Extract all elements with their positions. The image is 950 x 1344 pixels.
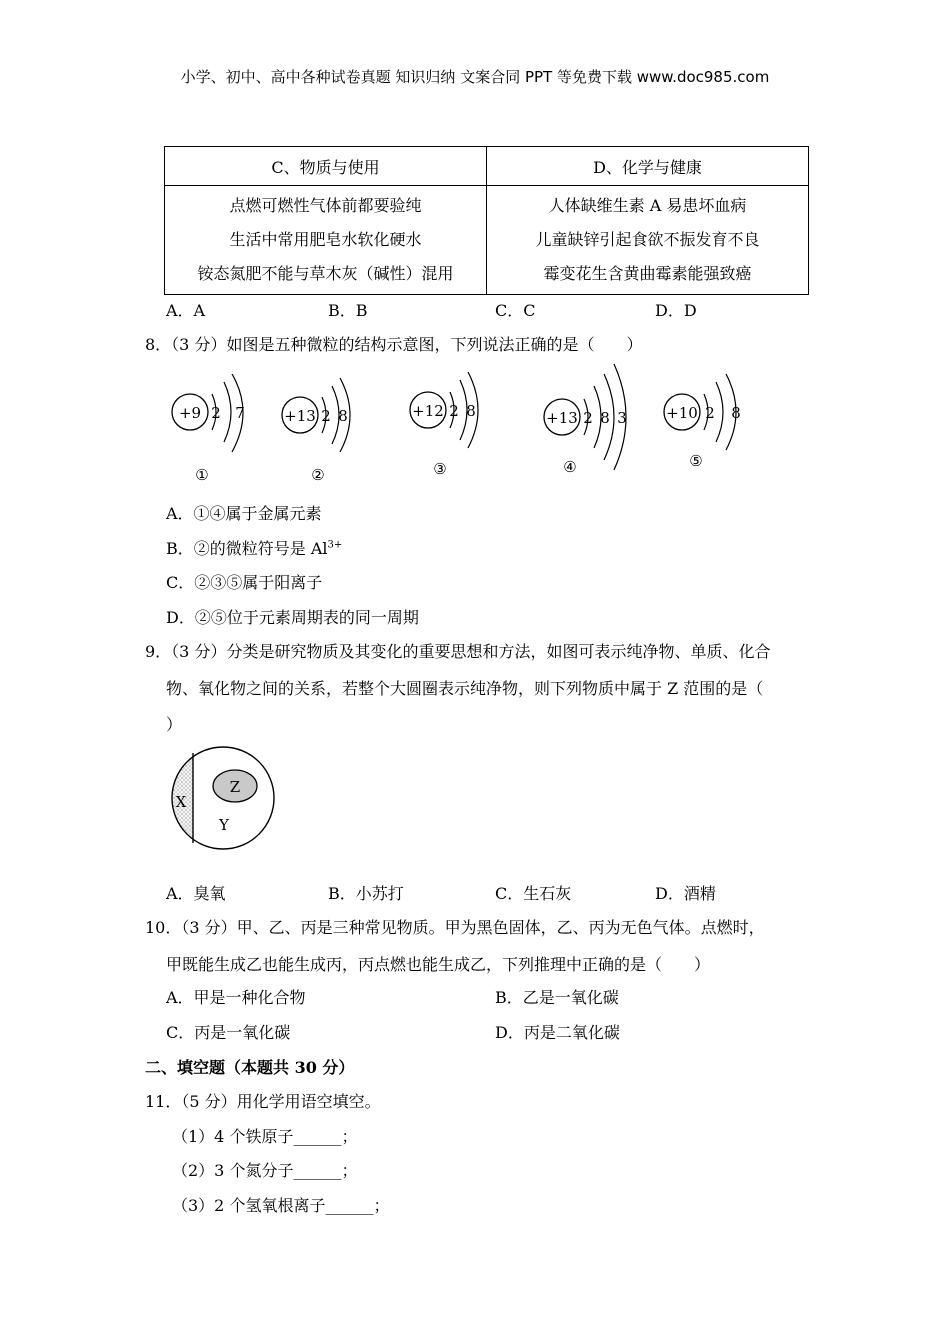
table-line: 霉变花生含黄曲霉素能强致癌 — [543, 264, 752, 283]
nucleus-4: +13 — [546, 409, 578, 427]
table-cell-d — [487, 186, 809, 295]
label-1: ① — [195, 466, 209, 484]
q9-option-c: C．生石灰 — [495, 884, 572, 903]
shell-4-2: 8 — [600, 409, 610, 427]
q11-item-1: （1）4 个铁原子______； — [172, 1127, 358, 1146]
q10-option-a: A．甲是一种化合物 — [166, 988, 306, 1007]
label-x: X — [175, 793, 187, 811]
q9-stem-line2: 物、氧化物之间的关系，若整个大圆圈表示纯净物，则下列物质中属于 Z 范围的是（ — [166, 679, 764, 698]
shell-1-1: 2 — [211, 404, 221, 422]
label-3: ③ — [433, 460, 447, 478]
table-line: 铵态氮肥不能与草木灰（碱性）混用 — [197, 264, 454, 283]
q10-stem-line1: 10．（3 分）甲、乙、丙是三种常见物质。甲为黑色固体，乙、丙为无色气体。点燃时， — [145, 918, 765, 937]
nucleus-2: +13 — [284, 407, 316, 425]
q8-option-b-sup: 3+ — [327, 539, 343, 551]
label-4: ④ — [563, 458, 577, 476]
label-z: Z — [229, 778, 241, 796]
q8-option-c: C．②③⑤属于阳离子 — [166, 573, 323, 592]
q11-item-2: （2）3 个氮分子______； — [172, 1161, 358, 1180]
q7-option-b: B．B — [328, 301, 368, 320]
q11-stem: 11．（5 分）用化学用语空填空。 — [145, 1092, 381, 1111]
q10-option-d: D．丙是二氧化碳 — [495, 1023, 620, 1042]
shell-3-1: 2 — [449, 402, 459, 420]
q7-option-c: C．C — [495, 301, 536, 320]
table-line: 儿童缺锌引起食欲不振发育不良 — [535, 230, 760, 249]
particle-3 — [410, 372, 478, 478]
label-y: Y — [219, 816, 229, 834]
page-header: 小学、初中、高中各种试卷真题 知识归纳 文案合同 PPT 等免费下载 www.doc985.com — [180, 68, 770, 86]
q8-stem: 8．（3 分）如图是五种微粒的结构示意图，下列说法正确的是（ ） — [145, 335, 643, 354]
q8-option-b-text: B．②的微粒符号是 Al — [166, 539, 328, 558]
shell-5-2: 8 — [731, 404, 741, 422]
option-table — [164, 146, 809, 295]
label-5: ⑤ — [689, 452, 703, 470]
q10-option-b: B．乙是一氧化碳 — [495, 988, 619, 1007]
classification-diagram — [165, 745, 283, 853]
nucleus-3: +12 — [412, 402, 444, 420]
particle-4 — [544, 364, 627, 476]
table-line: 人体缺维生素 A 易患坏血病 — [548, 196, 747, 215]
q10-stem-line2: 甲既能生成乙也能生成丙，丙点燃也能生成乙，下列推理中正确的是（ ） — [166, 955, 711, 974]
particle-5 — [664, 374, 741, 470]
shell-5-1: 2 — [705, 404, 715, 422]
particle-2 — [282, 378, 350, 484]
nucleus-1: +9 — [178, 404, 202, 422]
shell-4-3: 3 — [617, 409, 627, 427]
table-line: 点燃可燃性气体前都要验纯 — [229, 196, 422, 215]
shell-1-2: 7 — [235, 404, 245, 422]
q7-option-d: D．D — [655, 301, 697, 320]
shell-2-1: 2 — [321, 407, 331, 425]
section-title: 二、填空题（本题共 30 分） — [145, 1058, 355, 1077]
q8-option-d: D．②⑤位于元素周期表的同一周期 — [166, 608, 419, 627]
q10-option-c: C．丙是一氧化碳 — [166, 1023, 291, 1042]
q7-option-a: A．A — [166, 301, 206, 320]
particle-1 — [172, 374, 245, 484]
q11-item-3: （3）2 个氢氧根离子______； — [172, 1196, 390, 1215]
table-cell-c — [165, 186, 487, 295]
table-line: 生活中常用肥皂水软化硬水 — [229, 230, 422, 249]
particle-diagram — [160, 360, 760, 485]
table-header-c: C、物质与使用 — [165, 147, 487, 186]
q9-stem-line1: 9．（3 分）分类是研究物质及其变化的重要思想和方法，如图可表示纯净物、单质、化合 — [145, 642, 771, 661]
table-header-d: D、化学与健康 — [487, 147, 809, 186]
shell-3-2: 8 — [466, 402, 476, 420]
shell-4-1: 2 — [583, 409, 593, 427]
q8-option-b — [166, 536, 342, 559]
q8-option-a: A．①④属于金属元素 — [166, 504, 322, 523]
shell-2-2: 8 — [338, 407, 348, 425]
q9-stem-line3: ） — [166, 715, 183, 734]
q9-option-d: D．酒精 — [655, 884, 716, 903]
nucleus-5: +10 — [666, 404, 698, 422]
label-2: ② — [311, 466, 325, 484]
q9-option-b: B．小苏打 — [328, 884, 404, 903]
q9-option-a: A．臭氧 — [166, 884, 226, 903]
